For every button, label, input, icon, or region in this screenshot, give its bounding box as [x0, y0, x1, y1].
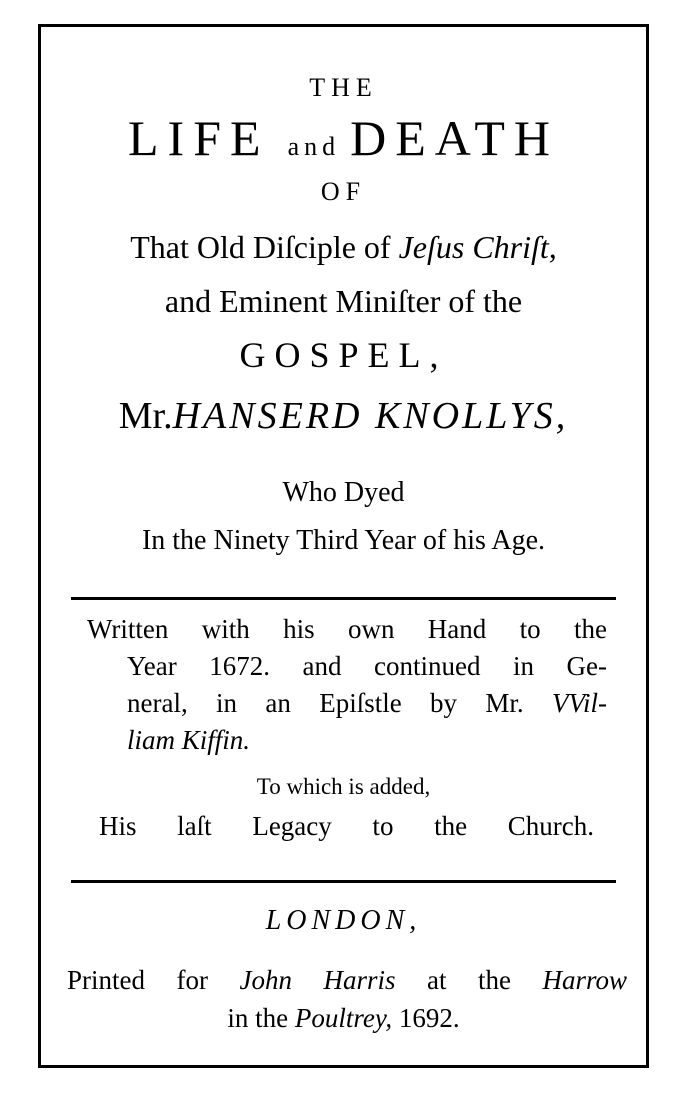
in-the: in the [227, 1003, 289, 1033]
written-line-4: liam Kiffin. [127, 725, 251, 755]
author-name: HANSERD KNOLLYS, [172, 395, 569, 437]
written-line-3-text: neral, in an Epiſstle by Mr. [127, 688, 524, 718]
printed-for: Printed for [67, 965, 208, 995]
gospel-heading: GOSPEL, [239, 335, 448, 375]
divider-rule [71, 597, 616, 600]
printer-name: John Harris [239, 965, 396, 995]
written-paragraph [89, 611, 607, 759]
title-page-frame [38, 24, 649, 1068]
disciple-line [41, 231, 646, 263]
disciple-name: Jeſus Chriſt, [398, 229, 557, 265]
imprint-year: 1692. [398, 1003, 460, 1033]
to-which-added: To which is added, [256, 774, 431, 799]
imprint-line-2 [41, 1005, 646, 1032]
title-of: OF [320, 177, 367, 206]
at-the: at the [427, 965, 511, 995]
author-line [41, 397, 646, 435]
minister-line: and Eminent Miniſter of the [164, 283, 523, 319]
imprint-place: LONDON, [265, 905, 422, 936]
disciple-prefix: That Old Diſciple of [130, 229, 391, 265]
shop-sign: Harrow [542, 965, 627, 995]
age-line: In the Ninety Third Year of his Age. [141, 525, 546, 556]
title-and: and [287, 132, 341, 161]
title-the: THE [309, 73, 378, 102]
title-death: DEATH [350, 110, 559, 166]
title-life: LIFE [128, 110, 270, 166]
street-name: Poultrey, [294, 1003, 393, 1033]
main-title [41, 110, 646, 166]
imprint-line-1 [67, 967, 627, 994]
legacy-line: His laſt Legacy to the Church. [99, 811, 594, 841]
divider-rule [71, 880, 616, 883]
author-honorific: Mr. [118, 395, 173, 437]
written-line-2: Year 1672. and continued in Ge- [127, 651, 607, 681]
written-line-3-italic: VVil- [552, 688, 607, 718]
written-line-1: Written with his own Hand to the [87, 614, 607, 644]
written-line-3 [89, 685, 607, 722]
who-dyed-line: Who Dyed [282, 477, 405, 508]
